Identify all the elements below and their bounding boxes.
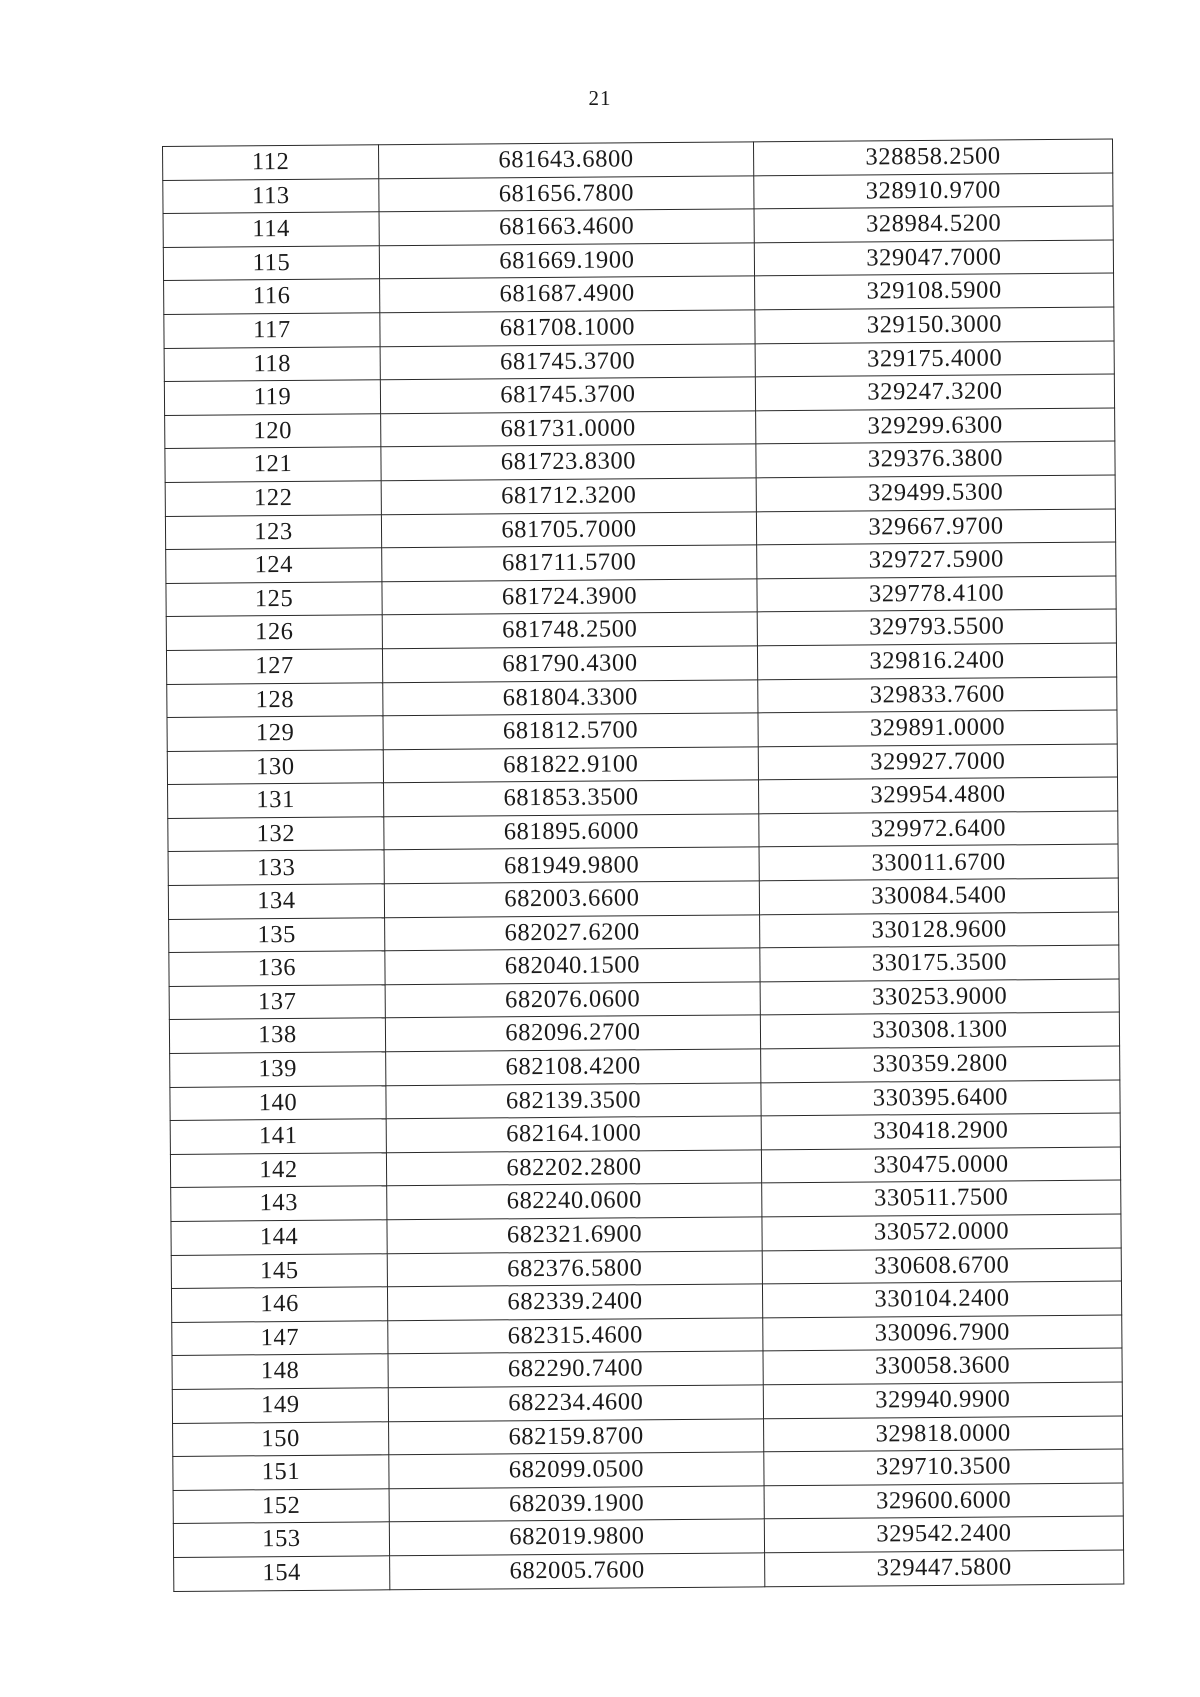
- x-coordinate-cell: 682005.7600: [390, 1553, 765, 1590]
- y-coordinate-cell: 329247.3200: [755, 374, 1114, 410]
- point-number-cell: 138: [169, 1018, 385, 1053]
- y-coordinate-cell: 329376.3800: [756, 441, 1115, 477]
- point-number-cell: 124: [166, 548, 382, 583]
- y-coordinate-cell: 329727.5900: [757, 542, 1116, 578]
- x-coordinate-cell: 681745.3700: [380, 343, 755, 380]
- x-coordinate-cell: 682139.3500: [386, 1082, 761, 1119]
- y-coordinate-cell: 330128.9600: [760, 912, 1119, 948]
- y-coordinate-cell: 330418.2900: [761, 1113, 1120, 1149]
- y-coordinate-cell: 330359.2800: [761, 1046, 1120, 1082]
- y-coordinate-cell: 329940.9900: [763, 1382, 1122, 1418]
- x-coordinate-cell: 681669.1900: [379, 243, 754, 280]
- x-coordinate-cell: 681895.6000: [384, 814, 759, 851]
- x-coordinate-cell: 682040.1500: [385, 948, 760, 985]
- x-coordinate-cell: 682315.4600: [388, 1318, 763, 1355]
- y-coordinate-cell: 330096.7900: [763, 1315, 1122, 1351]
- x-coordinate-cell: 681708.1000: [380, 310, 755, 347]
- y-coordinate-cell: 330104.2400: [762, 1281, 1121, 1317]
- y-coordinate-cell: 329447.5800: [765, 1550, 1124, 1586]
- x-coordinate-cell: 682339.2400: [387, 1284, 762, 1321]
- x-coordinate-cell: 682376.5800: [387, 1250, 762, 1287]
- point-number-cell: 134: [168, 884, 384, 919]
- x-coordinate-cell: 681812.5700: [383, 713, 758, 750]
- point-number-cell: 140: [170, 1085, 386, 1120]
- x-coordinate-cell: 681663.4600: [379, 209, 754, 246]
- point-number-cell: 145: [171, 1253, 387, 1288]
- point-number-cell: 143: [171, 1186, 387, 1221]
- coordinates-table: [162, 139, 1124, 1592]
- page-number: 21: [588, 86, 612, 110]
- point-number-cell: 147: [172, 1321, 388, 1356]
- point-number-cell: 125: [166, 582, 382, 617]
- y-coordinate-cell: 329175.4000: [755, 341, 1114, 377]
- point-number-cell: 152: [173, 1489, 389, 1524]
- x-coordinate-cell: 682099.0500: [389, 1452, 764, 1489]
- y-coordinate-cell: 328984.5200: [754, 206, 1113, 242]
- y-coordinate-cell: 329816.2400: [757, 643, 1116, 679]
- point-number-cell: 130: [167, 749, 383, 784]
- y-coordinate-cell: 329927.7000: [758, 744, 1117, 780]
- y-coordinate-cell: 329833.7600: [758, 677, 1117, 713]
- point-number-cell: 115: [163, 246, 379, 281]
- x-coordinate-cell: 682290.7400: [388, 1351, 763, 1388]
- y-coordinate-cell: 329667.9700: [756, 509, 1115, 545]
- point-number-cell: 113: [163, 178, 379, 213]
- y-coordinate-cell: 329818.0000: [764, 1416, 1123, 1452]
- point-number-cell: 118: [164, 346, 380, 381]
- y-coordinate-cell: 329710.3500: [764, 1449, 1123, 1485]
- x-coordinate-cell: 682039.1900: [389, 1486, 764, 1523]
- point-number-cell: 136: [169, 951, 385, 986]
- x-coordinate-cell: 681705.7000: [381, 511, 756, 548]
- y-coordinate-cell: 330308.1300: [760, 1012, 1119, 1048]
- y-coordinate-cell: 330572.0000: [762, 1214, 1121, 1250]
- point-number-cell: 154: [174, 1556, 390, 1591]
- y-coordinate-cell: 329299.6300: [756, 408, 1115, 444]
- point-number-cell: 116: [164, 279, 380, 314]
- point-number-cell: 122: [165, 481, 381, 516]
- point-number-cell: 150: [173, 1421, 389, 1456]
- x-coordinate-cell: 682202.2800: [386, 1150, 761, 1187]
- x-coordinate-cell: 681748.2500: [382, 612, 757, 649]
- x-coordinate-cell: 681643.6800: [378, 142, 753, 179]
- y-coordinate-cell: 329542.2400: [764, 1516, 1123, 1552]
- point-number-cell: 133: [168, 850, 384, 885]
- y-coordinate-cell: 329891.0000: [758, 710, 1117, 746]
- x-coordinate-cell: 681731.0000: [381, 411, 756, 448]
- y-coordinate-cell: 330253.9000: [760, 979, 1119, 1015]
- x-coordinate-cell: 681853.3500: [384, 780, 759, 817]
- y-coordinate-cell: 329793.5500: [757, 609, 1116, 645]
- x-coordinate-cell: 682076.0600: [385, 982, 760, 1019]
- point-number-cell: 146: [171, 1287, 387, 1322]
- x-coordinate-cell: 682234.4600: [388, 1385, 763, 1422]
- y-coordinate-cell: 328910.9700: [754, 173, 1113, 209]
- x-coordinate-cell: 681687.4900: [380, 276, 755, 313]
- x-coordinate-cell: 682321.6900: [387, 1217, 762, 1254]
- point-number-cell: 117: [164, 313, 380, 348]
- y-coordinate-cell: 329600.6000: [764, 1483, 1123, 1519]
- point-number-cell: 149: [172, 1388, 388, 1423]
- x-coordinate-cell: 681745.3700: [380, 377, 755, 414]
- point-number-cell: 137: [169, 985, 385, 1020]
- point-number-cell: 128: [167, 682, 383, 717]
- point-number-cell: 131: [168, 783, 384, 818]
- y-coordinate-cell: 329499.5300: [756, 475, 1115, 511]
- y-coordinate-cell: 329778.4100: [757, 576, 1116, 612]
- x-coordinate-cell: 682164.1000: [386, 1116, 761, 1153]
- point-number-cell: 153: [173, 1522, 389, 1557]
- x-coordinate-cell: 681723.8300: [381, 444, 756, 481]
- x-coordinate-cell: 682159.8700: [389, 1418, 764, 1455]
- x-coordinate-cell: 681656.7800: [379, 175, 754, 212]
- y-coordinate-cell: 329108.5900: [755, 273, 1114, 309]
- point-number-cell: 123: [165, 514, 381, 549]
- point-number-cell: 141: [170, 1119, 386, 1154]
- point-number-cell: 112: [163, 145, 379, 180]
- x-coordinate-cell: 681712.3200: [381, 478, 756, 515]
- x-coordinate-cell: 682019.9800: [389, 1519, 764, 1556]
- x-coordinate-cell: 681949.9800: [384, 847, 759, 884]
- y-coordinate-cell: 329954.4800: [758, 777, 1117, 813]
- y-coordinate-cell: 330084.5400: [759, 878, 1118, 914]
- point-number-cell: 114: [163, 212, 379, 247]
- point-number-cell: 148: [172, 1354, 388, 1389]
- point-number-cell: 132: [168, 817, 384, 852]
- x-coordinate-cell: 682096.2700: [385, 1015, 760, 1052]
- point-number-cell: 151: [173, 1455, 389, 1490]
- y-coordinate-cell: 330608.6700: [762, 1248, 1121, 1284]
- x-coordinate-cell: 681804.3300: [383, 679, 758, 716]
- point-number-cell: 121: [165, 447, 381, 482]
- y-coordinate-cell: 328858.2500: [753, 139, 1112, 175]
- table-row: [174, 1550, 1124, 1591]
- table-body: [163, 139, 1124, 1591]
- x-coordinate-cell: 682240.0600: [387, 1183, 762, 1220]
- point-number-cell: 126: [166, 615, 382, 650]
- x-coordinate-cell: 681822.9100: [383, 747, 758, 784]
- x-coordinate-cell: 681790.4300: [382, 646, 757, 683]
- point-number-cell: 135: [169, 917, 385, 952]
- y-coordinate-cell: 329047.7000: [754, 240, 1113, 276]
- point-number-cell: 127: [166, 649, 382, 684]
- y-coordinate-cell: 330511.7500: [762, 1180, 1121, 1216]
- y-coordinate-cell: 330058.3600: [763, 1348, 1122, 1384]
- point-number-cell: 144: [171, 1220, 387, 1255]
- x-coordinate-cell: 682108.4200: [386, 1049, 761, 1086]
- x-coordinate-cell: 681711.5700: [382, 545, 757, 582]
- x-coordinate-cell: 682027.6200: [385, 914, 760, 951]
- point-number-cell: 129: [167, 716, 383, 751]
- y-coordinate-cell: 330395.6400: [761, 1080, 1120, 1116]
- point-number-cell: 119: [164, 380, 380, 415]
- y-coordinate-cell: 330011.6700: [759, 844, 1118, 880]
- point-number-cell: 142: [170, 1153, 386, 1188]
- x-coordinate-cell: 682003.6600: [384, 881, 759, 918]
- y-coordinate-cell: 330475.0000: [761, 1147, 1120, 1183]
- y-coordinate-cell: 330175.3500: [760, 945, 1119, 981]
- point-number-cell: 120: [165, 414, 381, 449]
- point-number-cell: 139: [170, 1052, 386, 1087]
- y-coordinate-cell: 329150.3000: [755, 307, 1114, 343]
- y-coordinate-cell: 329972.6400: [759, 811, 1118, 847]
- x-coordinate-cell: 681724.3900: [382, 579, 757, 616]
